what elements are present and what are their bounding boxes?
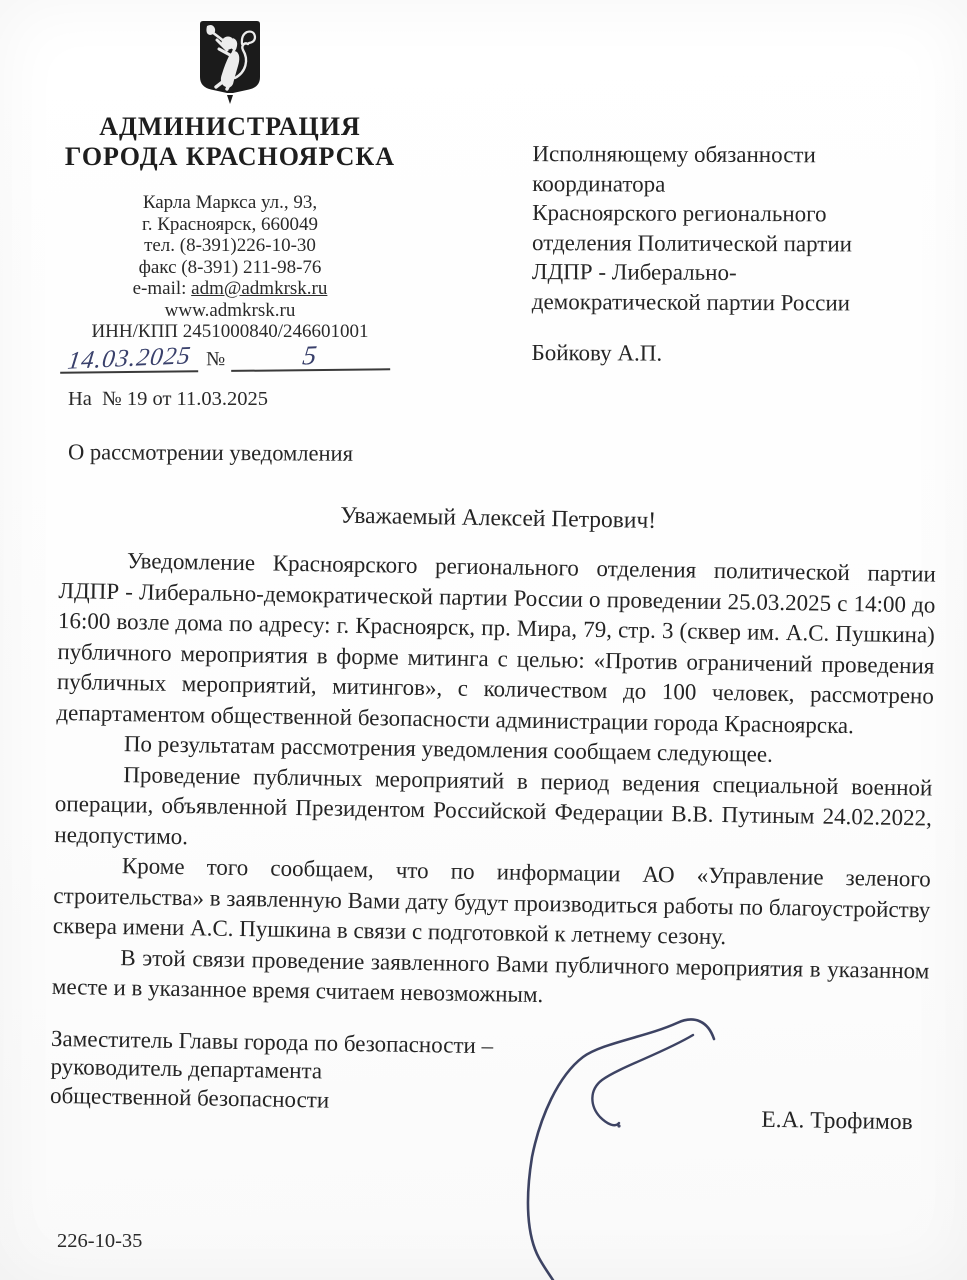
- signer-position-line: руководитель департамента: [50, 1053, 323, 1084]
- city-postcode: г. Красноярск, 660049: [142, 213, 318, 235]
- signature-row: [49, 1024, 928, 1136]
- email-label: e-mail:: [132, 278, 192, 299]
- recipient-line: демократической партии России: [531, 288, 851, 315]
- fax-line: факс (8-391) 211-98-76: [138, 256, 322, 278]
- number-field: [231, 339, 390, 372]
- recipient-line: Исполняющему обязанности: [532, 141, 816, 168]
- body-paragraph: Проведение публичных мероприятий в период ведения специальной военной операции, объявленной Президентом Российской Федерации В.В. Путиным 24.02.2022, недопустимо.: [54, 761, 933, 849]
- date-number-row: [60, 332, 390, 373]
- phone-line: тел. (8-391)226-10-30: [144, 235, 316, 256]
- recipient-line: отделения Политической партии: [531, 229, 853, 256]
- inn-kpp: ИНН/КПП 2451000840/246601001: [91, 321, 369, 342]
- organization-name: [40, 112, 420, 172]
- body-paragraph: В этой связи проведение заявленного Вами публичного мероприятия в указанном месте и в указанное время считаем невозможным.: [51, 944, 930, 1008]
- number-sign: №: [205, 347, 226, 371]
- signer-position-line: общественной безопасности: [49, 1082, 330, 1113]
- handwritten-date: 14.03.2025: [65, 342, 193, 375]
- executor-phone: 226-10-35: [57, 1230, 143, 1252]
- website: www.admkrsk.ru: [164, 299, 296, 321]
- recipient-line: Красноярского регионального: [532, 200, 827, 227]
- body-paragraph: Уведомление Красноярского регионального отделения политической партии ЛДПР - Либерально-демократической партии России о проведении 25.03.2025 с 14:00 до 16:00 возле дома по адресу: г. Красноярск, пр. Мира, 79, стр. 3 (сквер им. А.С. Пушкина) публичного мероприятия в форме митинга с целью: «Против ограничений проведения публичных мероприятий, митингов», с количеством до 100 человек, рассмотрено департаментом общественной безопасности администрации города Красноярска.: [56, 548, 937, 738]
- recipient-line: координатора: [532, 170, 666, 197]
- signer-name: Е.А. Трофимов: [761, 1106, 913, 1136]
- subject-line: О рассмотрении уведомления: [67, 439, 354, 466]
- letter-body: [49, 498, 937, 1136]
- body-paragraph: По результатам рассмотрения уведомления сообщаем следующее.: [123, 731, 774, 767]
- email-line: [60, 278, 400, 300]
- org-name-line1: АДМИНИСТРАЦИЯ: [99, 112, 361, 141]
- body-paragraph: Кроме того сообщаем, что по информации АО «Управление зеленого строительства» в заявленную Вами дату будут производиться работы по благоустройству сквера имени А.С. Пушкина в связи с подготовкой к летнему сезону.: [52, 853, 932, 950]
- signer-position: [50, 1024, 493, 1117]
- salutation: Уважаемый Алексей Петрович!: [340, 502, 657, 534]
- coat-of-arms-icon: [197, 18, 263, 106]
- reference-line: На № 19 от 11.03.2025: [68, 388, 269, 410]
- street-address: Карла Маркса ул., 93,: [142, 192, 318, 213]
- org-name-line2: ГОРОДА КРАСНОЯРСКА: [64, 142, 396, 171]
- handwritten-number: 5: [301, 339, 320, 371]
- email-address: adm@admkrsk.ru: [191, 278, 328, 299]
- letterhead-address-block: [60, 192, 400, 343]
- recipient-name: Бойкову А.П.: [531, 340, 663, 366]
- recipient-line: ЛДПР - Либерально-: [531, 259, 737, 285]
- signer-position-line: Заместитель Главы города по безопасности –: [50, 1025, 494, 1058]
- date-field: [60, 342, 198, 375]
- recipient-block: [532, 139, 963, 369]
